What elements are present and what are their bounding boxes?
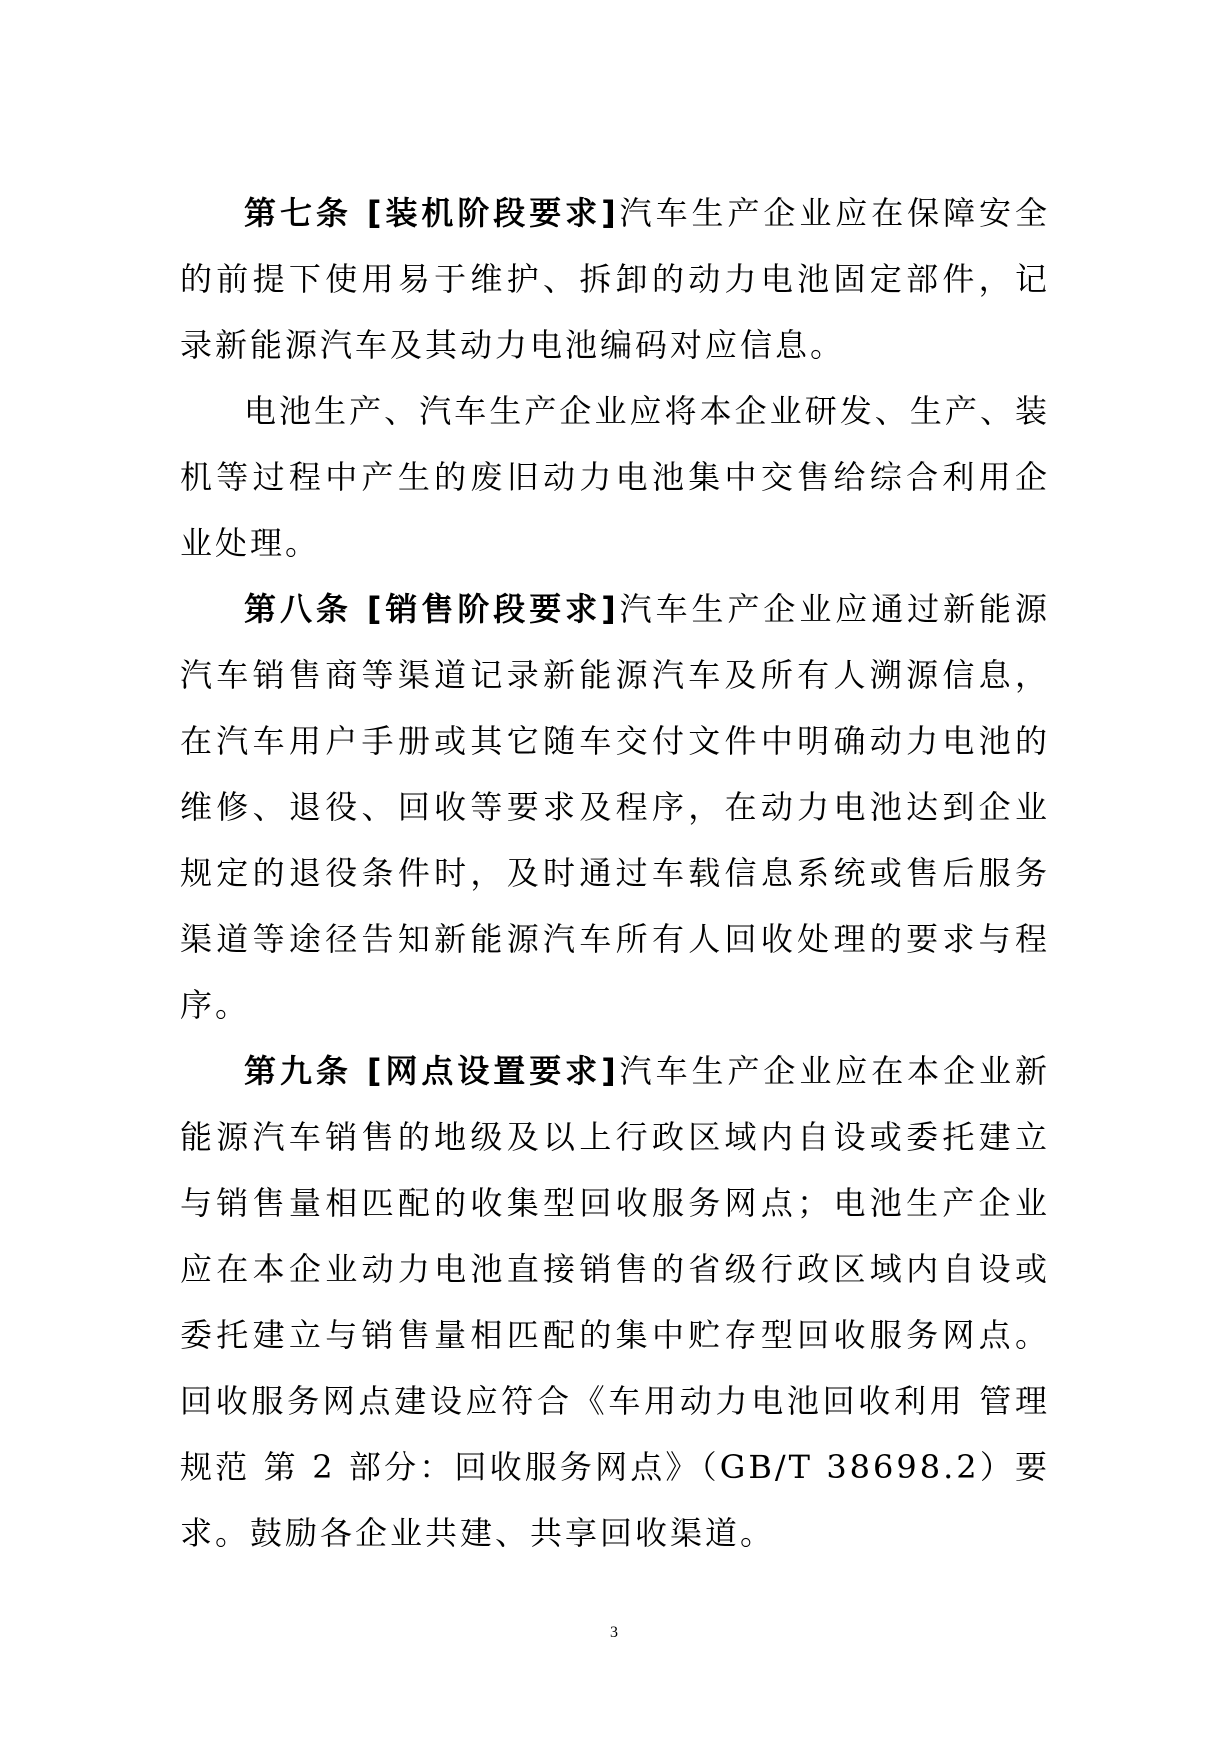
paragraph-article-9: [180, 1038, 1050, 1566]
paragraph-text: 汽车生产企业应在本企业新能源汽车销售的地级及以上行政区域内自设或委托建立与销售量相匹配的收集型回收服务网点；电池生产企业应在本企业动力电池直接销售的省级行政区域内自设或委托建立与销售量相匹配的集中贮存型回收服务网点。回收服务网点建设应符合《车用动力电池回收利用 管理规范 第 2 部分：回收服务网点》（GB/T 38698.2）要求。鼓励各企业共建、共享回收渠道。: [180, 1052, 1050, 1552]
document-body: [180, 180, 1050, 1566]
article-heading: 第九条 [网点设置要求]: [244, 1052, 619, 1090]
paragraph-article-7: [180, 180, 1050, 378]
paragraph-text: 电池生产、汽车生产企业应将本企业研发、生产、装机等过程中产生的废旧动力电池集中交售给综合利用企业处理。: [180, 392, 1050, 562]
article-heading: 第七条 [装机阶段要求]: [244, 194, 619, 232]
paragraph-article-8: [180, 576, 1050, 1038]
page-number: 3: [610, 1624, 618, 1641]
paragraph-article-7-continued: [180, 378, 1050, 576]
paragraph-text: 汽车生产企业应在保障安全的前提下使用易于维护、拆卸的动力电池固定部件，记录新能源汽车及其动力电池编码对应信息。: [180, 194, 1050, 364]
article-heading: 第八条 [销售阶段要求]: [244, 590, 619, 628]
paragraph-text: 汽车生产企业应通过新能源汽车销售商等渠道记录新能源汽车及所有人溯源信息，在汽车用户手册或其它随车交付文件中明确动力电池的维修、退役、回收等要求及程序，在动力电池达到企业规定的退役条件时，及时通过车载信息系统或售后服务渠道等途径告知新能源汽车所有人回收处理的要求与程序。: [180, 590, 1050, 1024]
